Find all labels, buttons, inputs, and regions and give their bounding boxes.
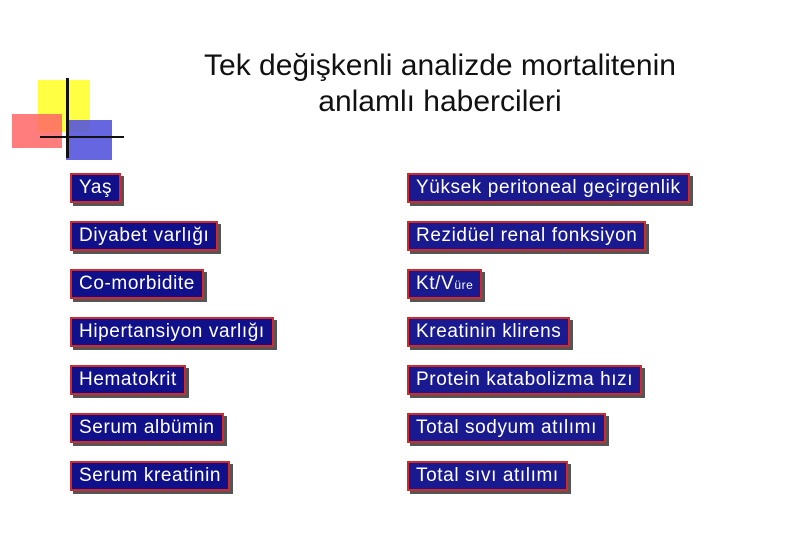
ktv-label: Kt/V [416, 273, 455, 294]
decor-vertical-line [66, 78, 69, 158]
left-item-serum-albumin: Serum albümin [70, 413, 224, 443]
title-line-2: anlamlı habercileri [318, 85, 562, 118]
ktv-subscript: üre [454, 278, 474, 292]
left-item-age: Yaş [70, 173, 121, 203]
right-item-fluid-excretion: Total sıvı atılımı [407, 461, 568, 491]
decor-blue-square [66, 120, 112, 160]
left-item-hematocrit: Hematokrit [70, 365, 186, 395]
right-item-ktv [407, 269, 482, 299]
decor-horizontal-line [40, 136, 124, 138]
right-item-creatinine-clearance: Kreatinin klirens [407, 317, 570, 347]
left-item-hypertension: Hipertansiyon varlığı [70, 317, 274, 347]
right-item-peritoneal-permeability: Yüksek peritoneal geçirgenlik [407, 173, 690, 203]
right-item-protein-catabolism: Protein katabolizma hızı [407, 365, 642, 395]
decor-red-square [12, 114, 62, 148]
slide-title [120, 48, 760, 120]
title-line-1: Tek değişkenli analizde mortalitenin [204, 49, 676, 82]
right-item-residual-renal-function: Rezidüel renal fonksiyon [407, 221, 646, 251]
left-item-comorbidity: Co-morbidite [70, 269, 204, 299]
right-item-sodium-excretion: Total sodyum atılımı [407, 413, 606, 443]
left-item-diabetes: Diyabet varlığı [70, 221, 218, 251]
left-item-serum-creatinine: Serum kreatinin [70, 461, 230, 491]
